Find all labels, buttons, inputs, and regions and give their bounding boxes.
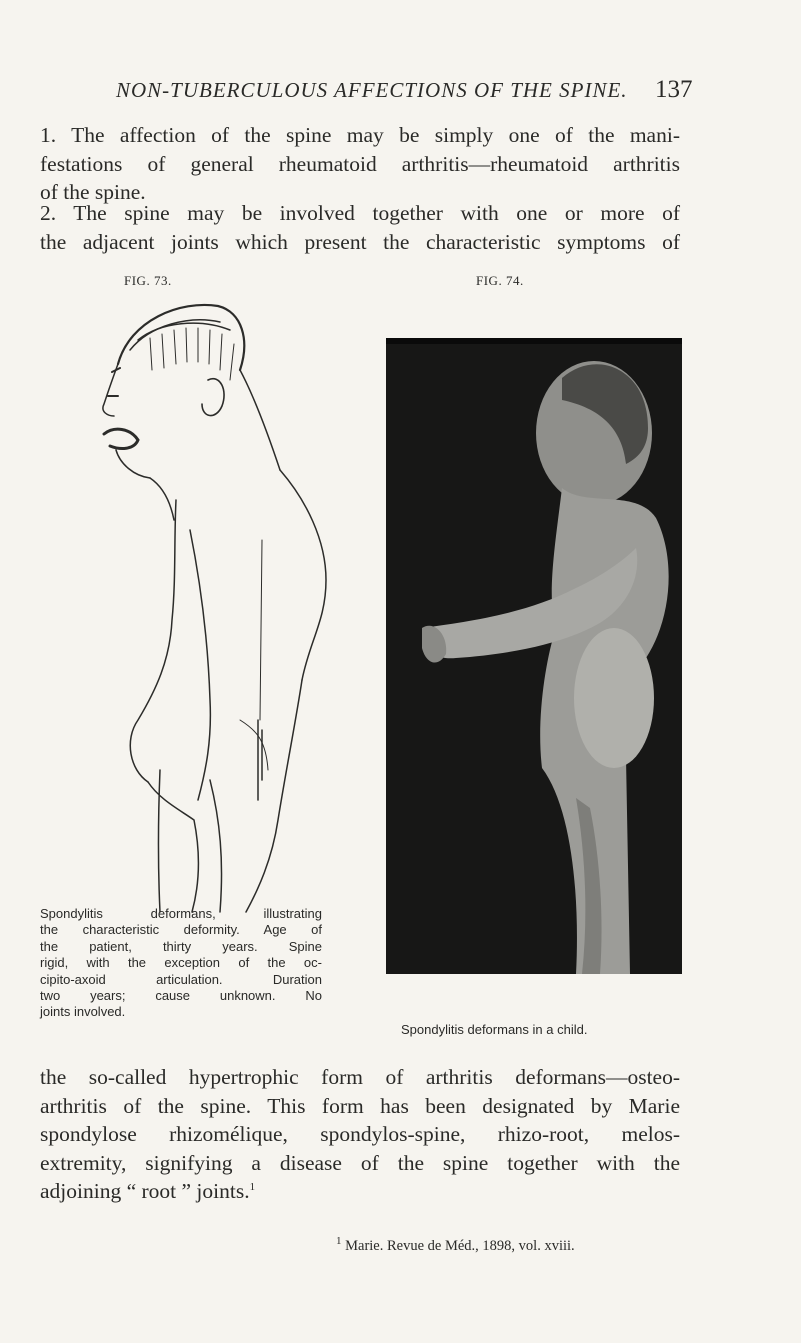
text-line: of the spine. (40, 180, 146, 204)
text-line: the so-called hypertrophic form of arthritis deformans—osteo- (40, 1065, 680, 1089)
figure-73-caption (40, 906, 322, 1021)
text-line: spondylose rhizomélique, spondylos-spine, rhizo-root, melos- (40, 1122, 680, 1146)
caption-line: the patient, thirty years. Spine (40, 938, 322, 954)
caption-line: rigid, with the exception of the oc- (40, 955, 322, 971)
text-fragment: adjoining “ root ” joints. (40, 1179, 250, 1203)
footnote (336, 1235, 575, 1255)
text-line: 2. The spine may be involved together with one or more of (40, 201, 680, 225)
text-line: arthritis of the spine. This form has been designated by Marie (40, 1093, 680, 1118)
footnote-text: Marie. Revue de Méd., 1898, vol. xviii. (345, 1238, 575, 1254)
footnote-marker: 1 (336, 1235, 342, 1248)
running-title: NON-TUBERCULOUS AFFECTIONS OF THE SPINE. (116, 78, 628, 102)
caption-line: Spondylitis deformans, illustrating (40, 906, 322, 921)
caption-line: cipito-axoid articulation. Duration (40, 971, 322, 987)
caption-line: joints involved. (40, 1004, 126, 1020)
figure-73-drawing (90, 300, 345, 920)
paragraph-second (40, 199, 680, 256)
text-line: extremity, signifying a disease of the spine together with the (40, 1150, 680, 1175)
figure-74-photograph (386, 338, 682, 974)
paragraph-top (40, 121, 680, 207)
caption-line: the characteristic deformity. Age of (40, 922, 322, 938)
running-head (0, 78, 801, 112)
figure-74-image (386, 338, 682, 974)
figure-74-label: FIG. 74. (476, 273, 524, 288)
paragraph-bottom (40, 1063, 680, 1206)
figure-73-label: FIG. 73. (124, 273, 172, 288)
caption-line: two years; cause unknown. No (40, 988, 322, 1004)
figure-74-caption: Spondylitis deformans in a child. (401, 1022, 588, 1037)
text-line-last (40, 1177, 680, 1206)
text-line: 1. The affection of the spine may be simply one of the mani- (40, 123, 680, 147)
page-number: 137 (655, 76, 693, 103)
text-line: the adjacent joints which present the characteristic symptoms of (40, 229, 680, 254)
figure-73-illustration (90, 300, 345, 920)
text-line: festations of general rheumatoid arthritis—rheumatoid arthritis (40, 151, 680, 176)
footnote-reference[interactable]: 1 (249, 1180, 256, 1193)
